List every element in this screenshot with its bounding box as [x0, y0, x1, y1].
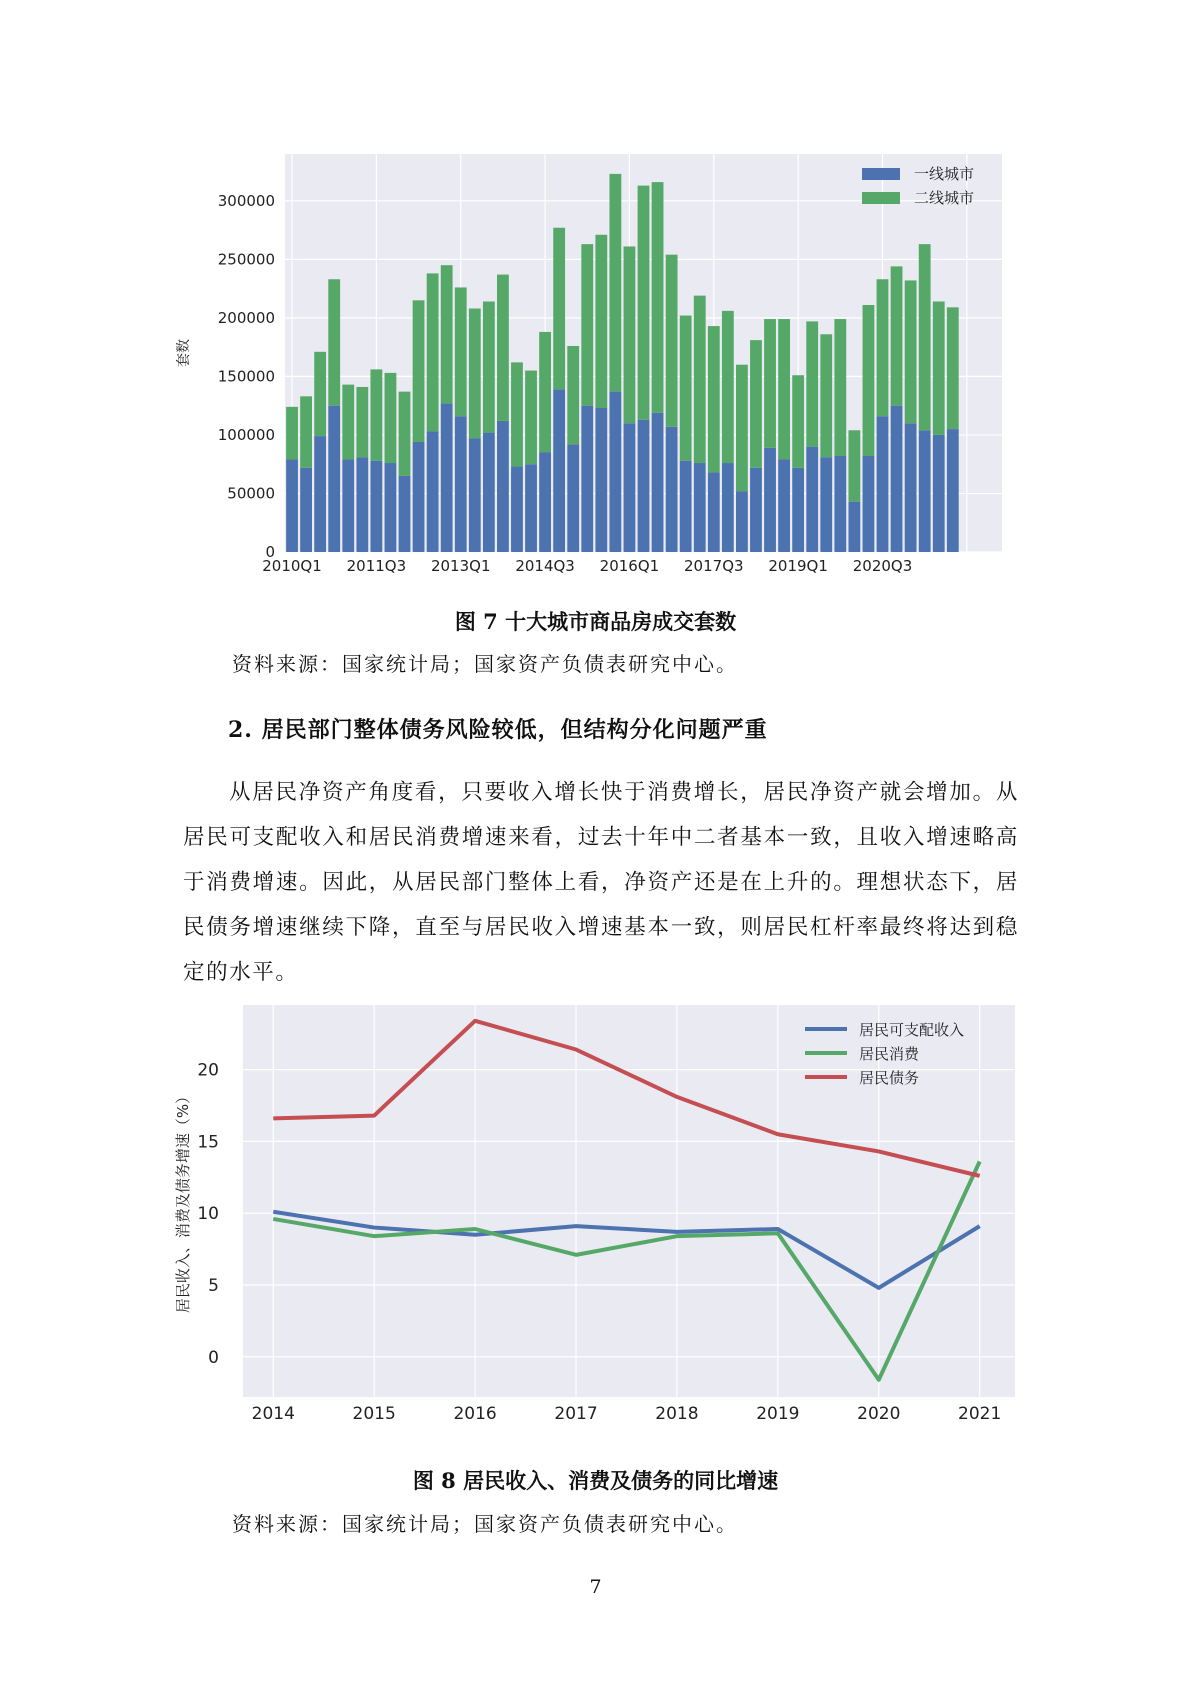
bar-tier2: [511, 362, 523, 466]
x-tick-label: 2014: [251, 1404, 295, 1424]
bar-tier1: [848, 502, 860, 552]
page-number: 7: [589, 1576, 602, 1598]
bar-tier2: [638, 186, 650, 420]
bar-tier2: [792, 375, 804, 467]
y-tick-label: 200000: [217, 308, 275, 327]
bar-tier1: [736, 491, 748, 552]
bar-tier2: [680, 316, 692, 461]
bar-tier1: [792, 468, 804, 552]
legend-label: 二线城市: [914, 189, 975, 207]
bar-tier2: [328, 279, 340, 405]
bar-tier2: [413, 300, 425, 442]
bar-tier2: [609, 174, 621, 392]
bar-tier2: [722, 311, 734, 463]
figure7-source: 资料来源：国家统计局；国家资产负债表研究中心。: [232, 652, 738, 676]
bar-tier2: [553, 228, 565, 390]
x-tick-label: 2014Q3: [515, 557, 575, 575]
bar-tier1: [328, 406, 340, 552]
legend-swatch: [862, 168, 900, 180]
bar-tier1: [342, 460, 354, 552]
y-tick-label: 300000: [217, 191, 275, 210]
bar-tier1: [933, 435, 945, 552]
bar-tier1: [286, 460, 298, 552]
bar-tier2: [764, 319, 776, 448]
line-chart-figure8: [160, 995, 1020, 1440]
legend-label: 居民可支配收入: [859, 1021, 965, 1039]
x-tick-label: 2017: [554, 1404, 598, 1424]
x-tick-label: 2018: [655, 1404, 699, 1424]
bar-tier1: [300, 468, 312, 552]
bar-chart-figure7: [160, 140, 1020, 580]
bar-tier2: [652, 182, 664, 413]
bar-tier1: [399, 476, 411, 552]
bar-tier2: [806, 321, 818, 446]
bar-tier2: [624, 246, 636, 423]
legend-label: 居民消费: [859, 1045, 920, 1063]
bar-tier1: [694, 463, 706, 552]
x-tick-label: 2021: [958, 1404, 1002, 1424]
bar-tier1: [427, 431, 439, 552]
bar-tier1: [314, 436, 326, 552]
bar-tier1: [947, 429, 959, 552]
bar-tier1: [778, 460, 790, 552]
legend-label: 一线城市: [914, 165, 975, 183]
bar-tier2: [300, 396, 312, 467]
x-tick-label: 2019Q1: [768, 557, 828, 575]
bar-tier1: [806, 447, 818, 552]
legend-swatch: [862, 192, 900, 204]
bar-tier2: [750, 340, 762, 468]
bar-tier2: [947, 307, 959, 429]
x-tick-label: 2015: [352, 1404, 396, 1424]
figure8-source: 资料来源：国家统计局；国家资产负债表研究中心。: [232, 1512, 738, 1536]
bar-tier2: [834, 319, 846, 456]
bar-tier1: [722, 463, 734, 552]
bar-tier2: [385, 373, 397, 463]
y-tick-label: 250000: [217, 250, 275, 269]
bar-tier2: [483, 301, 495, 432]
x-tick-label: 2020: [857, 1404, 901, 1424]
bar-tier1: [624, 423, 636, 552]
bar-tier2: [694, 296, 706, 463]
bar-tier2: [863, 305, 875, 456]
figure7-caption: 图 7 十大城市商品房成交套数: [454, 609, 737, 634]
y-tick-label: 10: [197, 1204, 219, 1225]
bar-tier1: [553, 389, 565, 552]
bar-tier1: [356, 457, 368, 552]
bar-tier1: [666, 427, 678, 552]
bar-tier1: [469, 438, 481, 552]
bar-tier1: [595, 408, 607, 552]
bar-tier1: [525, 464, 537, 552]
x-tick-label: 2017Q3: [684, 557, 744, 575]
bar-tier2: [286, 407, 298, 460]
bar-tier1: [483, 433, 495, 552]
bar-tier1: [638, 420, 650, 552]
y-axis-label: 居民收入、消费及债务增速（%）: [174, 1088, 192, 1314]
bar-tier2: [877, 279, 889, 416]
y-tick-label: 0: [265, 543, 275, 561]
bar-tier2: [905, 280, 917, 423]
bar-tier1: [609, 392, 621, 552]
bar-tier1: [863, 456, 875, 552]
bar-tier2: [736, 365, 748, 491]
bar-tier2: [708, 326, 720, 472]
bar-tier1: [764, 448, 776, 552]
bar-tier2: [595, 235, 607, 408]
y-tick-label: 150000: [217, 367, 275, 386]
y-tick-label: 5: [208, 1276, 219, 1296]
bar-tier2: [370, 369, 382, 460]
bar-tier1: [581, 406, 593, 552]
body-paragraph: 从居民净资产角度看，只要收入增长快于消费增长，居民净资产就会增加。从居民可支配收入和居民消费增速来看，过去十年中二者基本一致，且收入增速略高于消费增速。因此，从居民部门整体上看，净资产还是在上升的。理想状态下，居民债务增速继续下降，直至与居民收入增速基本一致，则居民杠杆率最终将达到稳定的水平。: [183, 780, 1019, 985]
x-tick-label: 2019: [756, 1404, 800, 1424]
bar-tier2: [399, 392, 411, 476]
y-tick-label: 20: [197, 1060, 219, 1081]
bar-tier2: [820, 334, 832, 457]
bar-tier2: [933, 301, 945, 434]
bar-tier1: [708, 472, 720, 552]
x-tick-label: 2011Q3: [346, 557, 407, 575]
bar-tier2: [356, 387, 368, 457]
bar-tier2: [497, 275, 509, 421]
x-tick-label: 2016: [453, 1404, 497, 1424]
bar-tier1: [385, 463, 397, 552]
bar-tier1: [820, 457, 832, 552]
bar-tier1: [441, 403, 453, 552]
bar-tier2: [441, 265, 453, 403]
bar-tier1: [539, 453, 551, 553]
bar-tier2: [891, 266, 903, 405]
x-tick-label: 2020Q3: [852, 557, 913, 575]
bar-tier1: [455, 416, 467, 552]
bar-tier1: [497, 421, 509, 552]
bar-tier2: [525, 371, 537, 465]
bar-tier1: [652, 413, 664, 552]
bar-tier2: [581, 244, 593, 406]
bar-tier2: [567, 346, 579, 444]
bar-tier2: [666, 255, 678, 427]
bar-tier1: [680, 461, 692, 552]
bar-tier2: [314, 352, 326, 436]
y-axis-label: 套数: [176, 339, 192, 367]
y-tick-label: 50000: [227, 484, 275, 503]
bar-tier1: [750, 468, 762, 552]
bar-tier2: [539, 332, 551, 453]
bar-tier2: [919, 244, 931, 430]
bar-tier1: [370, 461, 382, 552]
bar-tier2: [778, 319, 790, 459]
bar-tier1: [413, 442, 425, 552]
bar-tier1: [834, 456, 846, 552]
bar-tier1: [511, 467, 523, 552]
bar-tier2: [848, 430, 860, 501]
bar-tier1: [567, 444, 579, 552]
legend-label: 居民债务: [859, 1069, 920, 1087]
x-tick-label: 2016Q1: [599, 557, 660, 575]
bar-tier1: [905, 423, 917, 552]
bar-tier2: [342, 385, 354, 460]
y-tick-label: 0: [208, 1347, 219, 1368]
figure8-caption: 图 8 居民收入、消费及债务的同比增速: [412, 1468, 779, 1493]
bar-tier1: [919, 430, 931, 552]
section-heading: 2. 居民部门整体债务风险较低，但结构分化问题严重: [228, 717, 768, 743]
x-tick-label: 2010Q1: [262, 557, 322, 575]
bar-tier1: [891, 406, 903, 552]
bar-tier2: [469, 309, 481, 439]
bar-tier2: [427, 273, 439, 431]
bar-tier2: [455, 287, 467, 416]
y-tick-label: 15: [197, 1132, 219, 1153]
x-tick-label: 2013Q1: [430, 557, 491, 575]
y-tick-label: 100000: [217, 425, 275, 444]
bar-tier1: [877, 416, 889, 552]
